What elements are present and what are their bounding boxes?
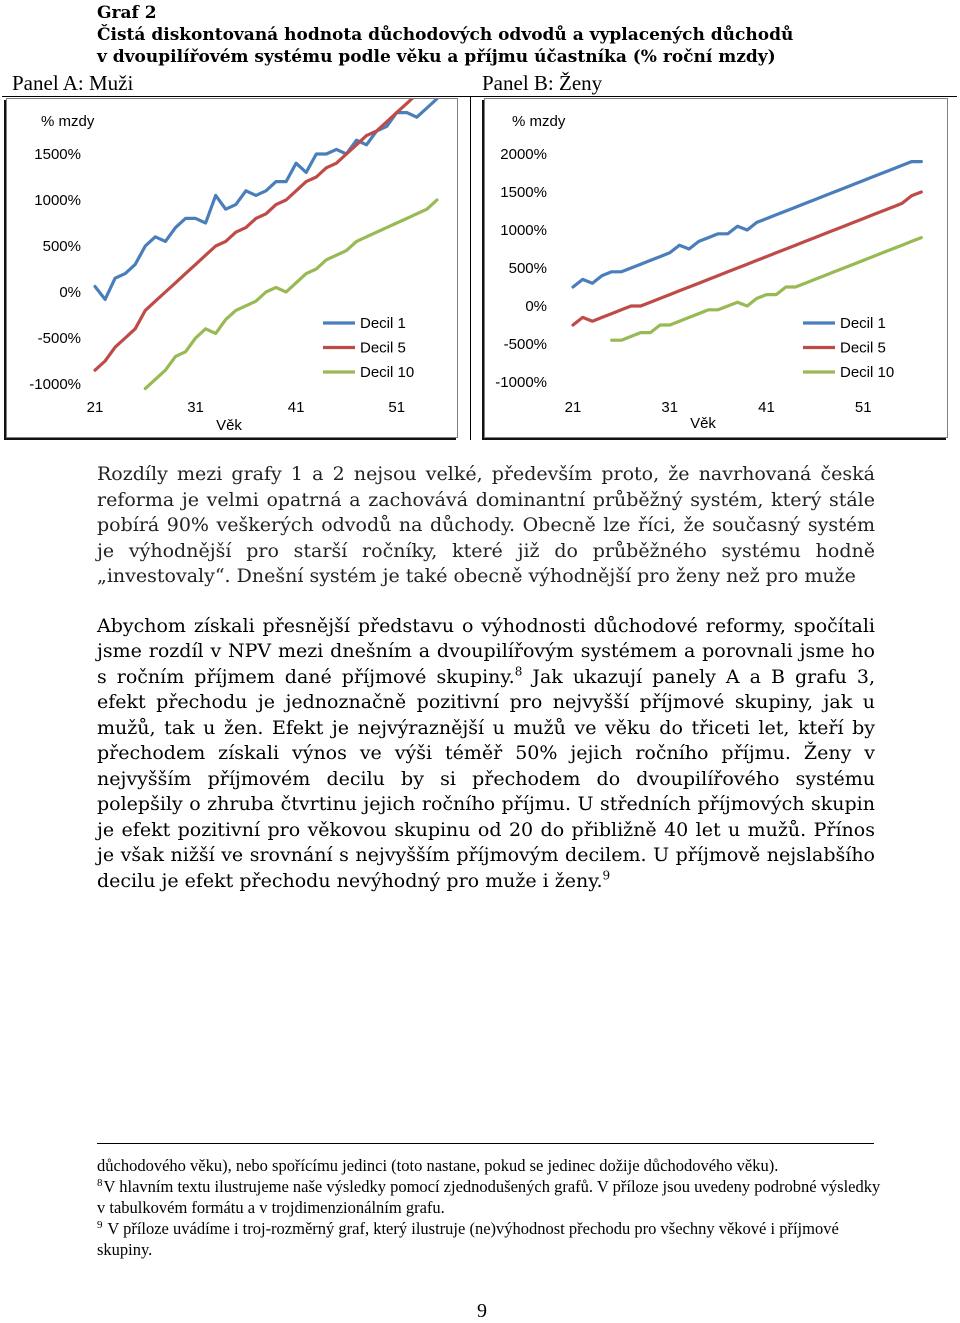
chart-b-legend-label-2: Decil 5 <box>840 339 886 357</box>
figure-title-line-2: v dvoupilířovém systému podle věku a příjmu účastníka (% roční mzdy) <box>97 47 776 67</box>
footnote-8-text: V hlavním textu ilustrujeme naše výsledky pomocí zjednodušených grafů. V příloze jsou uvedeny podrobné výsledky v tabulkovém formátu a v trojdimenzionálním grafu. <box>97 1177 881 1217</box>
chart-b-x-tick-label: 41 <box>758 399 775 416</box>
chart-a-x-tick-label: 31 <box>187 399 204 416</box>
chart-a-x-axis-title: Věk <box>216 417 242 434</box>
chart-a-series-line-1 <box>95 99 437 299</box>
paragraph-2-part-2: Jak ukazují panely A a B grafu 3, efekt přechodu je jednoznačně pozitivní pro nejvyšší příjmové skupiny, jak u mužů, tak u žen. Efekt je nejvýraznější u mužů ve věku do třiceti let, kteří by přechodem získali výnos ve výši téměř 50% jejich ročního příjmu. Ženy v nejvyšším příjmovém decilu by si přechodem do dvoupilířového systému polepšily o zhruba čtvrtinu jejich ročního příjmu. U středních příjmových skupin je efekt pozitivní pro věkovou skupinu od 20 do přibližně 40 let u mužů. Přínos je však nižší ve srovnání s nejvyšším příjmovým decilem. U příjmově nejslabšího decilu je efekt přechodu nevýhodný pro muže i ženy. <box>97 665 875 892</box>
chart-panel-a-men <box>6 98 458 438</box>
chart-b-y-tick-label: 2000% <box>500 146 547 163</box>
chart-b-y-tick-label: 0% <box>525 298 547 315</box>
chart-a-y-axis-title: % mzdy <box>41 113 95 130</box>
paragraph-2-part-1: Abychom získali přesnější představu o výhodnosti důchodové reformy, spočítali jsme rozdíl v NPV mezi dnešním a dvoupilířovým systémem a porovnali jsme ho s ročním příjmem dané příjmové skupiny. <box>97 614 875 688</box>
chart-b-x-axis-title: Věk <box>690 415 716 432</box>
paragraph-1: Rozdíly mezi grafy 1 a 2 nejsou velké, především proto, že navrhovaná česká reforma je velmi opatrná a zachovává dominantní průběžný systém, který stále pobírá 90% veškerých odvodů na důchody. Obecně lze říci, že současný systém je výhodnější pro starší ročníky, které již do průběžného systému hodně „investovaly“. Dnešní systém je také obecně výhodnější pro ženy než pro muže <box>97 463 875 587</box>
chart-a-y-tick-label: 500% <box>42 238 81 255</box>
chart-a-y-tick-label: 0% <box>59 284 81 301</box>
footnote-9 <box>97 1218 887 1260</box>
chart-a-y-tick-label: 1500% <box>34 146 81 163</box>
chart-a-x-tick-label: 41 <box>287 399 305 416</box>
chart-a-x-tick-label: 51 <box>388 399 406 416</box>
chart-b-y-tick-label: -500% <box>503 336 547 353</box>
chart-b-x-tick-label: 31 <box>661 399 679 416</box>
footnote-ref-8[interactable]: 8 <box>514 664 523 679</box>
chart-b-legend-label-1: Decil 1 <box>840 315 886 332</box>
footnote-ref-9[interactable]: 9 <box>602 868 611 883</box>
chart-b-y-tick-label: -1000% <box>495 374 547 391</box>
footnote-continuation: důchodového věku), nebo spořícímu jedinci (toto nastane, pokud se jedinec dožije důchodového věku). <box>97 1156 779 1175</box>
footnote-9-text: V příloze uvádíme i troj-rozměrný graf, který ilustruje (ne)výhodnost přechodu pro všechny věkové i příjmové skupiny. <box>97 1219 839 1259</box>
footnote-9-mark: 9 <box>97 1219 103 1231</box>
chart-a-legend-label-2: Decil 5 <box>360 339 406 357</box>
footnote-separator <box>97 1143 874 1144</box>
chart-a-legend-label-1: Decil 1 <box>360 315 406 332</box>
chart-a-series-line-3 <box>145 200 437 389</box>
chart-b-y-tick-label: 1500% <box>500 184 547 201</box>
chart-a-legend-label-3: Decil 10 <box>360 364 415 381</box>
figure-title-line-1: Čistá diskontovaná hodnota důchodových odvodů a vyplacených důchodů <box>97 25 794 45</box>
chart-b-svg <box>485 99 949 439</box>
figure-label: Graf 2 <box>97 3 157 23</box>
footnotes <box>97 1155 887 1260</box>
figure-heading <box>97 2 917 68</box>
panel-a-label: Panel A: Muži <box>12 71 134 95</box>
footnote-8-mark: 8 <box>97 1177 103 1189</box>
chart-a-x-tick-label: 21 <box>86 399 104 416</box>
chart-b-legend-label-3: Decil 10 <box>840 364 895 381</box>
chart-b-y-tick-label: 1000% <box>500 222 547 239</box>
body-text <box>97 462 875 894</box>
panel-b-label: Panel B: Ženy <box>482 71 603 95</box>
chart-b-y-tick-label: 500% <box>508 260 547 277</box>
chart-b-series-line-1 <box>573 162 921 287</box>
paragraph-2 <box>97 614 875 895</box>
footnote-8 <box>97 1176 887 1218</box>
chart-b-x-tick-label: 51 <box>854 399 872 416</box>
chart-a-y-tick-label: -500% <box>37 330 81 347</box>
page-number: 9 <box>477 1300 487 1322</box>
chart-a-y-tick-label: -1000% <box>29 376 81 393</box>
chart-b-x-tick-label: 21 <box>564 399 582 416</box>
chart-a-svg <box>7 99 459 439</box>
chart-panel-b-women <box>484 98 948 438</box>
chart-a-y-tick-label: 1000% <box>34 192 81 209</box>
chart-b-y-axis-title: % mzdy <box>512 113 566 130</box>
panel-divider <box>470 96 471 440</box>
